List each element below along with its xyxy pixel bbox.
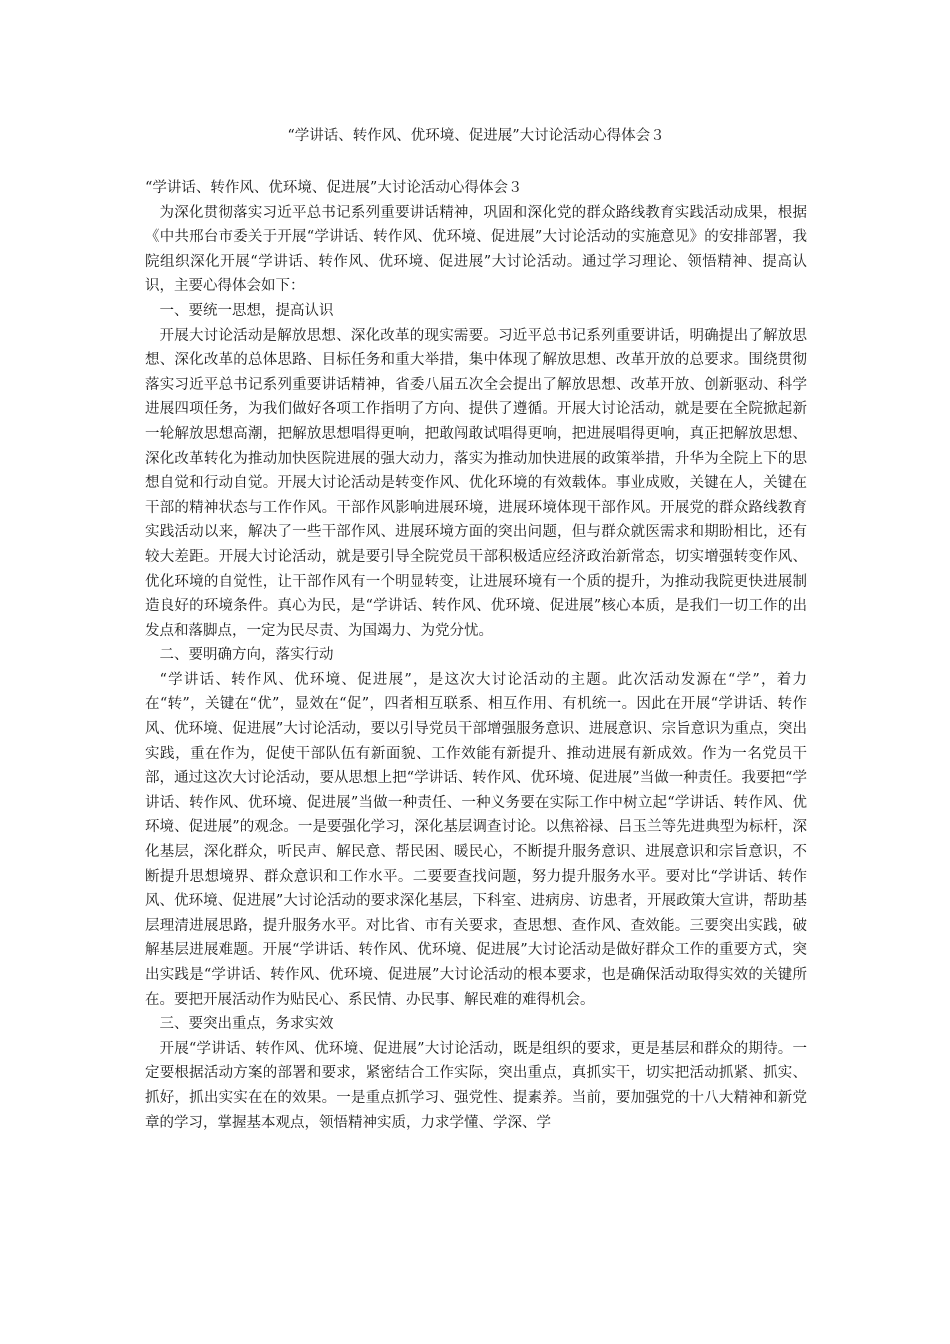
section-paragraph-1: 开展大讨论活动是解放思想、深化改革的现实需要。习近平总书记系列重要讲话，明确提出了解放思想、深化改革的总体思路、目标任务和重大举措，集中体现了解放思想、改革开放的总要求。围绕贯彻落实习近平总书记系列重要讲话精神，省委八届五次全会提出了解放思想、改革开放、创新驱动、科学进展四项任务，为我们做好各项工作指明了方向、提供了遵循。开展大讨论活动，就是要在全院掀起新一轮解放思想高潮，把解放思想唱得更响，把敢闯敢试唱得更响，把进展唱得更响，真正把解放思想、深化改革转化为推动加快医院进展的强大动力，落实为推动加快进展的政策举措，升华为全院上下的思想自觉和行动自觉。开展大讨论活动是转变作风、优化环境的有效载体。事业成败，关键在人，关键在干部的精神状态与工作作风。干部作风影响进展环境，进展环境体现干部作风。开展党的群众路线教育实践活动以来，解决了一些干部作风、进展环境方面的突出问题，但与群众就医需求和期盼相比，还有较大差距。开展大讨论活动，就是要引导全院党员干部积极适应经济政治新常态，切实增强转变作风、优化环境的自觉性，让干部作风有一个明显转变，让进展环境有一个质的提升，为推动我院更快进展制造良好的环境条件。真心为民，是“学讲话、转作风、优环境、促进展”核心本质，是我们一切工作的出发点和落脚点，一定为民尽责、为国竭力、为党分忧。 xyxy=(145,327,807,639)
section-paragraph-3: 开展“学讲话、转作风、优环境、促进展”大讨论活动，既是组织的要求，更是基层和群众的期待。一定要根据活动方案的部署和要求，紧密结合工作实际，突出重点，真抓实干，切实把活动抓紧、抓实、抓好，抓出实实在在的效果。一是重点抓学习、强党性、提素养。当前，要加强党的十八大精神和新党章的学习，掌握基本观点，领悟精神实质，力求学懂、学深、学 xyxy=(145,1040,807,1131)
document-subtitle: “学讲话、转作风、优环境、促进展”大讨论活动心得体会３ xyxy=(145,180,523,196)
section-heading-2: 二、要明确方向，落实行动 xyxy=(159,647,334,664)
document-title: “学讲话、转作风、优环境、促进展”大讨论活动心得体会３ xyxy=(287,128,665,144)
document-body xyxy=(145,176,807,1135)
intro-paragraph: 为深化贯彻落实习近平总书记系列重要讲话精神，巩固和深化党的群众路线教育实践活动成果，根据《中共邢台市委关于开展“学讲话、转作风、优环境、促进展”大讨论活动的实施意见》的安排部署，我院组织深化开展“学讲话、转作风、优环境、促进展”大讨论活动。通过学习理论、领悟精神、提高认识，主要心得体会如下： xyxy=(145,204,807,295)
section-heading-1: 一、要统一思想，提高认识 xyxy=(159,302,334,319)
section-heading-3: 三、要突出重点，务求实效 xyxy=(159,1016,334,1033)
section-paragraph-2: “学讲话、转作风、优环境、促进展”，是这次大讨论活动的主题。此次活动发源在“学”，着力在“转”，关键在“优”，显效在“促”，四者相互联系、相互作用、有机统一。因此在开展“学讲话、转作风、优环境、促进展”大讨论活动，要以引导党员干部增强服务意识、进展意识、宗旨意识为重点，突出实践，重在作为，促使干部队伍有新面貌、工作效能有新提升、推动进展有新成效。作为一名党员干部，通过这次大讨论活动，要从思想上把“学讲话、转作风、优环境、促进展”当做一种责任。我要把“学讲话、转作风、优环境、促进展”当做一种责任、一种义务要在实际工作中树立起“学讲话、转作风、优环境、促进展”的观念。一是要强化学习，深化基层调查讨论。以焦裕禄、吕玉兰等先进典型为标杆，深化基层，深化群众，听民声、解民意、帮民困、暖民心，不断提升服务意识、进展意识和宗旨意识，不断提升思想境界、群众意识和工作水平。二要要查找问题，努力提升服务水平。要对比“学讲话、转作风、优环境、促进展”大讨论活动的要求深化基层，下科室、进病房、访患者，开展政策大宣讲，帮助基层理清进展思路，提升服务水平。对比省、市有关要求，查思想、查作风、查效能。三要突出实践，破解基层进展难题。开展“学讲话、转作风、优环境、促进展”大讨论活动是做好群众工作的重要方式，突出实践是“学讲话、转作风、优环境、促进展”大讨论活动的根本要求，也是确保活动取得实效的关键所在。要把开展活动作为贴民心、系民情、办民事、解民难的难得机会。 xyxy=(145,671,807,1008)
